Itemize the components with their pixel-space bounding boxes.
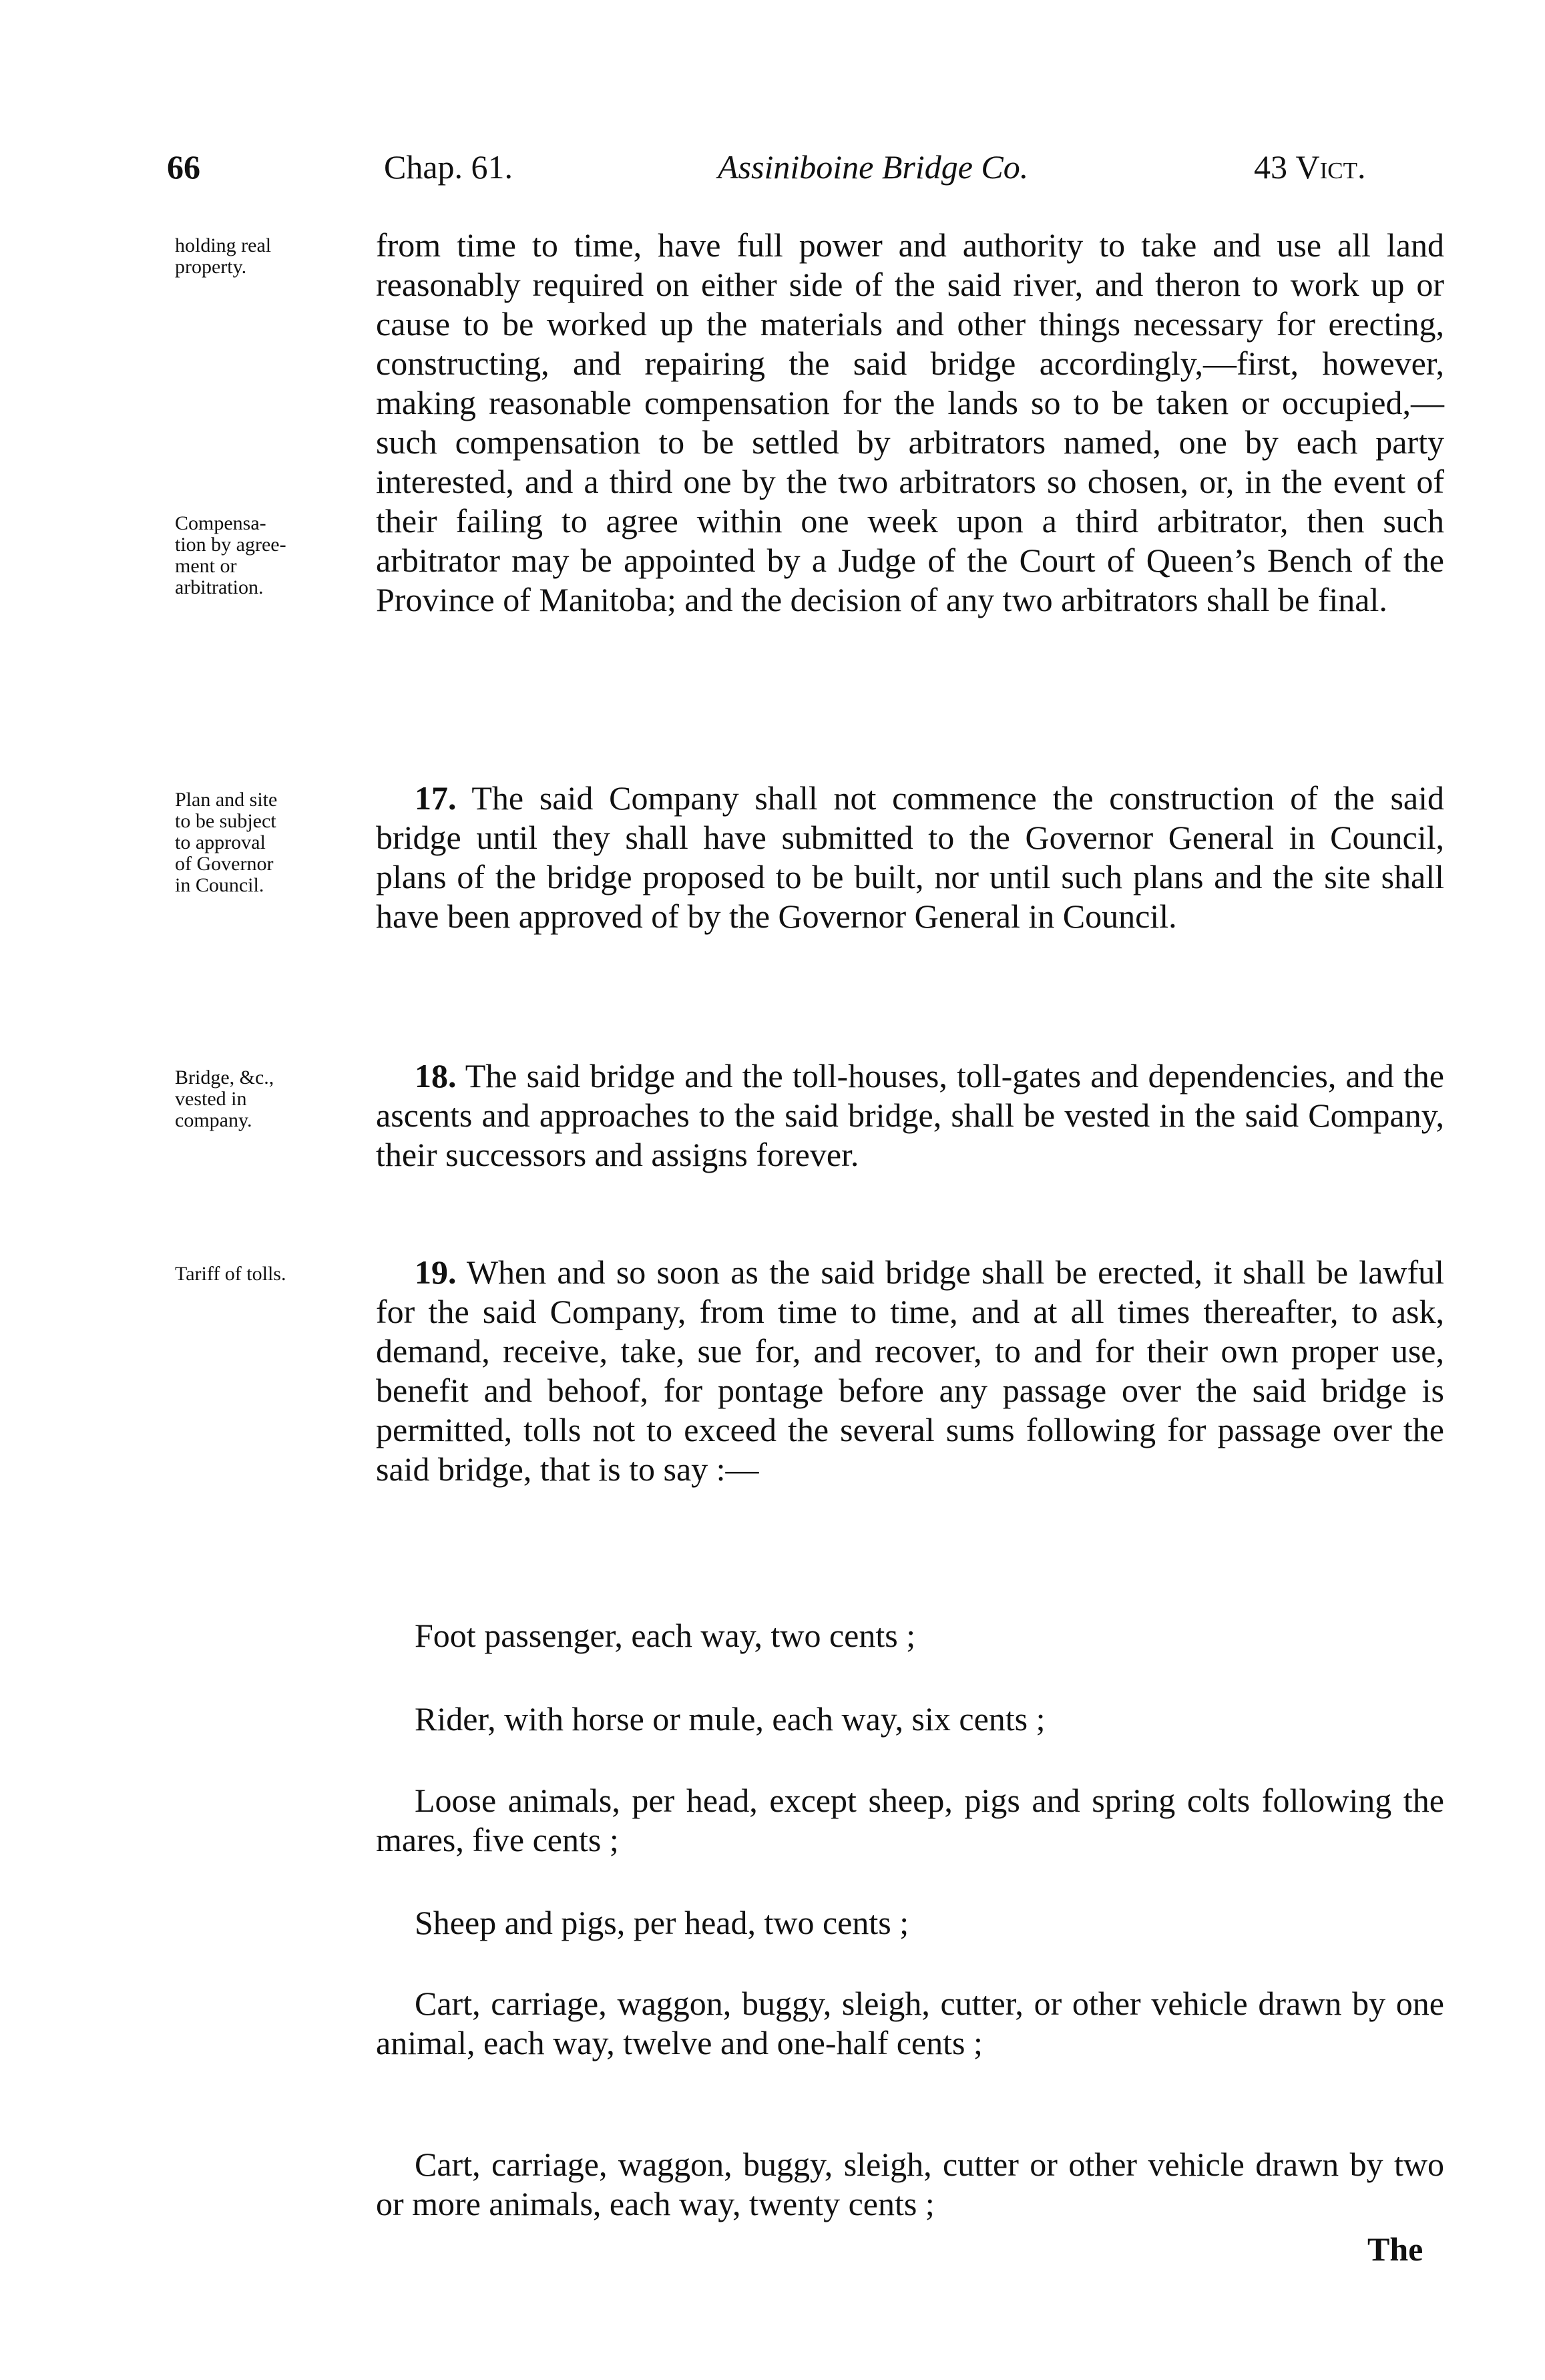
section-text: The said Company shall not commence the construction of the said bridge until they shall have submitted to the Governor General in Council, plans of the bridge proposed to be built, nor until such plans and the site shall have been approved of by the Governor General in Council. (376, 779, 1444, 935)
margin-note-line: company. (175, 1109, 252, 1131)
toll-item: Cart, carriage, waggon, buggy, sleigh, cutter or other vehicle drawn by two or more animals, each way, twenty cents ; (376, 2146, 1444, 2222)
margin-note-tariff (175, 1263, 369, 1285)
paragraph-continued: from time to time, have full power and authority to take and use all land reasonably required on either side of the said river, and theron to work up or cause to be worked up the materials and other things necessary for erecting, constructing, and repairing the said bridge accordingly,—first, however, making reasonable compensation for the lands so to be taken or occupied,—such compensation to be settled by arbitrators named, one by each party interested, and a third one by the two arbitrators so chosen, or, in the event of their failing to agree within one week upon a third arbitrator, then such arbitrator may be appointed by a Judge of the Court of Queen’s Bench of the Province of Manitoba; and the decision of any two arbitrators shall be final. (376, 226, 1444, 618)
margin-note-compensation (175, 513, 369, 598)
section-19 (376, 1253, 1444, 1489)
margin-note-line: vested in (175, 1088, 247, 1110)
section-number: 17. (415, 779, 457, 817)
section-text: The said bridge and the toll-houses, toll-gates and dependencies, and the ascents and approaches to the said bridge, shall be vested in the said Company, their successors and assigns forever. (376, 1057, 1444, 1173)
margin-note-line: property. (175, 256, 247, 278)
regnal-year-number: 43 (1254, 148, 1287, 186)
margin-note-line: ment or (175, 555, 237, 577)
margin-note-line: to be subject (175, 810, 276, 832)
toll-item: Cart, carriage, waggon, buggy, sleigh, cutter, or other vehicle drawn by one animal, each way, twelve and one-half cents ; (376, 1985, 1444, 2061)
regnal-year-word: Vict. (1295, 148, 1366, 186)
regnal-year (1254, 147, 1366, 187)
section-17 (376, 779, 1444, 936)
margin-note-line: Plan and site (175, 789, 278, 811)
margin-note-line: tion by agree- (175, 534, 286, 556)
section-number: 18. (415, 1057, 457, 1095)
section-18 (376, 1056, 1444, 1175)
running-title: Assiniboine Bridge Co. (718, 148, 1029, 186)
margin-note-line: in Council. (175, 874, 264, 896)
toll-item: Loose animals, per head, except sheep, pigs and spring colts following the mares, five cents ; (376, 1782, 1444, 1858)
section-text: When and so soon as the said bridge shall be erected, it shall be lawful for the said Company, from time to time, and at all times thereafter, to ask, demand, receive, take, sue for, and recover, to and for their own proper use, benefit and behoof, for pontage before any passage over the said bridge is permitted, tolls not to exceed the several sums following for passage over the said bridge, that is to say :— (376, 1253, 1444, 1488)
margin-note-line: arbitration. (175, 576, 264, 598)
section-number: 19. (415, 1253, 457, 1291)
page-number: 66 (167, 148, 200, 186)
toll-item: Rider, with horse or mule, each way, six cents ; (415, 1700, 1046, 1738)
margin-note-holding-property (175, 235, 369, 278)
catchword: The (1367, 2230, 1423, 2268)
margin-note-plan-and-site (175, 789, 369, 896)
margin-note-line: Tariff of tolls. (175, 1263, 286, 1285)
chapter-label: Chap. 61. (384, 148, 513, 186)
margin-note-line: to approval (175, 831, 266, 853)
toll-item: Sheep and pigs, per head, two cents ; (415, 1904, 909, 1941)
margin-note-line: Bridge, &c., (175, 1066, 274, 1088)
toll-item: Foot passenger, each way, two cents ; (415, 1617, 916, 1654)
margin-note-line: holding real (175, 234, 272, 256)
margin-note-bridge-vested (175, 1067, 369, 1131)
margin-note-line: of Governor (175, 853, 274, 875)
margin-note-line: Compensa- (175, 512, 266, 534)
